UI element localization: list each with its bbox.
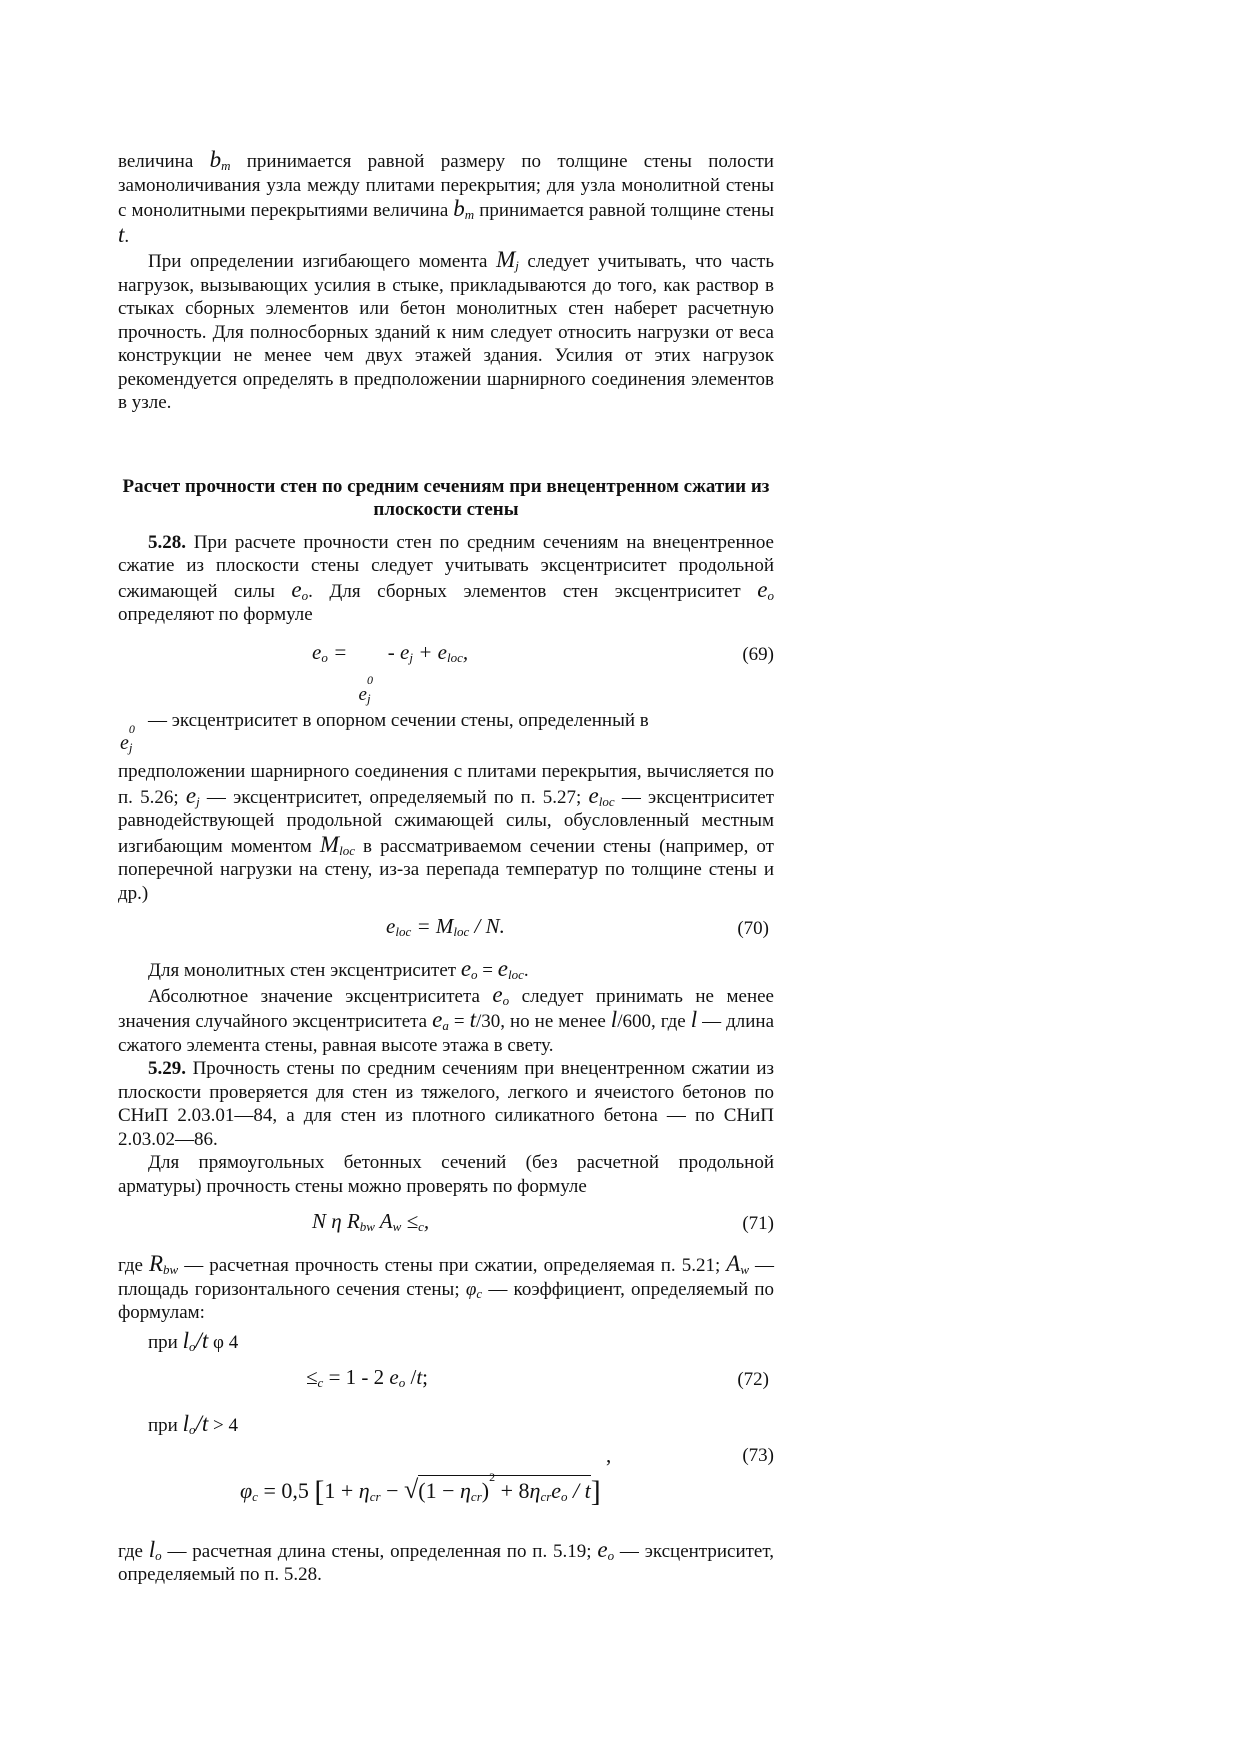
text: При определении изгибающего момента xyxy=(148,251,497,272)
text: Абсолютное значение эксцентриситета xyxy=(148,985,493,1007)
equation-69: $e_o$ = $e^0_j$ - $e_j + e_{loc}$, (69) xyxy=(312,639,774,706)
text: При расчете прочности стен по средним сечениям на внецентренное сжатие из плоскости стены следует учитывать эксцентриситет продольной сжимающей силы xyxy=(118,531,774,602)
equation-number: (69) xyxy=(742,643,774,665)
paragraph-lo-def: где $l_o$ — расчетная длина стены, определенная по п. 5.19; $e_o$ — эксцентриситет, определяемый по п. 5.28. xyxy=(118,1536,774,1585)
text: принимается равной толщине стены xyxy=(474,200,774,221)
symbol: t xyxy=(469,1007,476,1032)
equation-73: $\varphi_c = 0,5$ $[1 + \eta_{cr} - √(1 - \eta_{cr})^2 + 8\eta_{cr}e_o / t]$ , (73) xyxy=(240,1442,774,1508)
text: следует учитывать, что часть нагрузок, вызывающих усилия в стыке, прикладываются до того, как раствор в стыках сборных элементов или бетон монолитных стен наберет расчетную прочность. Для полносборных зданий к ним следует относить нагрузки от веса конструкции не менее чем двух этажей здания. Усилия от этих нагрузок рекомендуется определять в предположении шарнирного соединения элементов в узле. xyxy=(118,251,775,413)
paragraph-5-28 xyxy=(118,531,774,627)
symbol: $e_o$ xyxy=(492,981,510,1008)
equation-number: (73) xyxy=(742,1444,774,1466)
clause-number: 5.28. xyxy=(148,531,186,553)
paragraph-ej0 xyxy=(118,709,774,733)
text: — расчетная прочность стены при сжатии, определяемая п. 5.21; xyxy=(178,1255,727,1276)
symbol: $e_a$ xyxy=(432,1007,449,1033)
paragraph-bm: величина $b_m$ принимается равной размеру по толщине стены полости замоноличивания узла между плитами перекрытия; для узла монолитной стены с монолитными перекрытиями величина $b_m$ принимается равной толщине стены t. xyxy=(118,147,774,247)
condition-1: при $l_o/t$ φ 4 xyxy=(148,1327,239,1354)
text: Для монолитных стен эксцентриситет xyxy=(148,960,461,981)
symbol-ej0: $e^0_j$ xyxy=(120,722,135,755)
text: — коэффициент, определяемый по формулам: xyxy=(118,1278,774,1323)
text: предположении шарнирного соединения с плитами перекрытия, вычисляется по п. 5.26; xyxy=(118,761,774,808)
equation-71: N η $R_{bw}$ $A_w \le_c$, (71) xyxy=(312,1209,774,1234)
paragraph-5-29 xyxy=(118,1057,774,1151)
equation-70: $e_{loc} = M_{loc} / N$. (70) xyxy=(386,914,769,939)
paragraph-mj xyxy=(118,248,774,415)
text: — площадь горизонтального сечения стены; xyxy=(118,1255,775,1300)
symbol: $l_o$ xyxy=(182,1411,196,1437)
symbol: $e_o$ xyxy=(597,1536,615,1563)
text: — эксцентриситет в опорном сечении стены, определенный в xyxy=(148,709,649,731)
equation-number: (70) xyxy=(737,918,769,939)
symbol: $l_o$ xyxy=(148,1536,162,1563)
equation-number: (72) xyxy=(737,1369,769,1390)
paragraph-rbw-def: где $R_{bw}$ — расчетная прочность стены при сжатии, определяемая п. 5.21; $A_w$ — площадь горизонтального сечения стены; $\varphi_c$ — коэффициент, определяемый по формулам: xyxy=(118,1251,775,1323)
text: следует принимать не менее значения случайного эксцентриситета xyxy=(118,985,774,1032)
symbol: $l_o$ xyxy=(182,1327,196,1354)
paragraph-eccentricity-def xyxy=(118,760,774,905)
paragraph-absolute-value: Абсолютное значение эксцентриситета $e_o$ следует принимать не менее значения случайного эксцентриситета $e_a = t/30$, но не менее l/600, где l — длина сжатого элемента стены, равная высоте этажа в свету. xyxy=(118,981,775,1056)
condition-2: при $l_o/t > 4$ xyxy=(148,1411,238,1437)
text: Прочность стены по средним сечениям при внецентренном сжатии из плоскости проверяется для стен из тяжелого, легкого и ячеистого бетонов по СНиП 2.03.01—84, а для стен из плотного силикатного бетона — по СНиП 2.03.02—86. xyxy=(118,1058,774,1150)
symbol: $\varphi_c$ xyxy=(465,1278,483,1301)
symbol: $b_m$ xyxy=(209,147,231,173)
text: принимается равной размеру по толщине стены полости замоноличивания узла между плитами перекрытия; для узла монолитной стены с монолитными перекрытиями величина xyxy=(118,151,774,221)
symbol: $b_m$ xyxy=(453,196,475,222)
text: — расчетная длина стены, определенная по п. 5.19; xyxy=(161,1540,598,1562)
text: — длина сжатого элемента стены, равная высоте этажа в свету. xyxy=(118,1011,775,1056)
equation-72: $\le_c = 1 - 2$ $e_o$ /t; (72) xyxy=(306,1365,769,1390)
text: определяют по формуле xyxy=(118,604,313,625)
document-page xyxy=(118,148,774,1587)
symbol: $e_o$ xyxy=(460,956,478,982)
paragraph-monolithic: Для монолитных стен эксцентриситет $e_o = e_{loc}$. xyxy=(148,956,529,982)
section-heading: Расчет прочности стен по средним сечениям при внецентренном сжатии из плоскости стены xyxy=(122,475,770,520)
text: величина xyxy=(118,151,210,172)
symbol: $e_{loc}$ xyxy=(588,782,615,809)
symbol: l xyxy=(610,1007,618,1032)
symbol: t xyxy=(201,1327,209,1353)
symbol: $e_j$ xyxy=(185,782,200,809)
text: — эксцентриситет равнодействующей продольной сжимающей силы, обусловленный местным изгибающим моментом xyxy=(118,786,774,857)
symbol: t xyxy=(118,221,125,247)
symbol: $e_o$ xyxy=(757,576,774,603)
text: /600, где xyxy=(617,1011,691,1032)
text: /30, но не менее xyxy=(475,1011,611,1032)
paragraph-rectangular: Для прямоугольных бетонных сечений (без расчетной продольной арматуры) прочность стены можно проверять по формуле xyxy=(118,1152,774,1197)
equation-number: (71) xyxy=(742,1213,774,1234)
text: — эксцентриситет, определяемый по п. 5.27; xyxy=(199,786,589,808)
symbol: $M_j$ xyxy=(496,247,519,273)
symbol: t xyxy=(201,1411,209,1436)
symbol: $M_{loc}$ xyxy=(319,831,355,858)
text: . Для сборных элементов стен эксцентриситет xyxy=(308,580,758,602)
symbol: l xyxy=(690,1007,698,1032)
symbol: $A_w$ xyxy=(726,1251,749,1277)
clause-number: 5.29. xyxy=(148,1058,186,1079)
text: в рассматриваемом сечении стены (например, от поперечной нагрузки на стену, из-за перепада температур по толщине стены и др.) xyxy=(118,835,774,904)
symbol: $e_o$ xyxy=(291,576,309,603)
text: — эксцентриситет, определяемый по п. 5.28. xyxy=(118,1540,774,1585)
symbol: $R_{bw}$ xyxy=(148,1251,179,1277)
symbol: $e_{loc}$ xyxy=(497,956,524,982)
